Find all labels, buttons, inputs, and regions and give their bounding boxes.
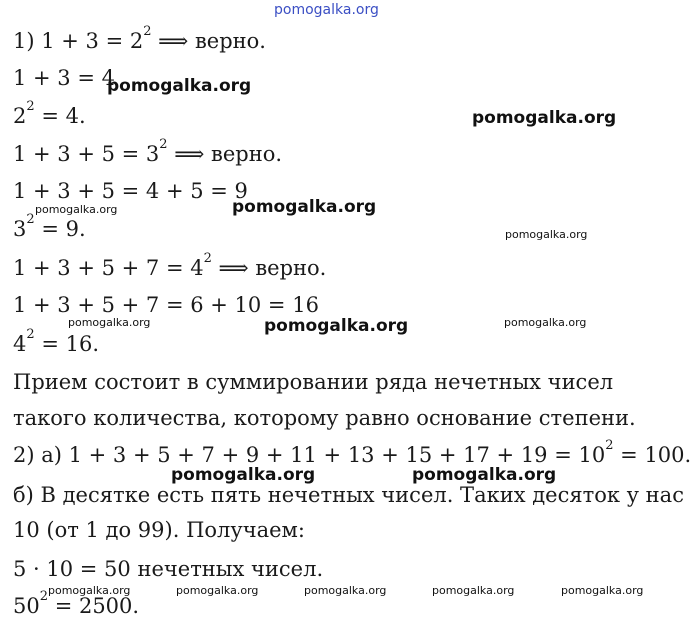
line-text: 2 bbox=[13, 104, 27, 128]
watermark: pomogalka.org bbox=[171, 465, 316, 485]
line-text: Прием состоит в суммировании ряда нечетных чисел bbox=[13, 370, 614, 394]
text-line bbox=[13, 179, 248, 203]
text-line bbox=[13, 327, 99, 356]
line-text: 50 bbox=[13, 594, 40, 618]
line-text: 1) 1 + 3 = 2 bbox=[13, 29, 144, 53]
line-text-tail: ⟹ верно. bbox=[167, 142, 283, 166]
line-text: 10 (от 1 до 99). Получаем: bbox=[13, 518, 305, 542]
line-text: 2) а) 1 + 3 + 5 + 7 + 9 + 11 + 13 + 15 + 17 + 19 = 10 bbox=[13, 443, 606, 467]
text-line bbox=[13, 99, 86, 128]
watermark: pomogalka.org bbox=[472, 108, 617, 128]
text-line bbox=[13, 212, 86, 241]
line-text: б) В десятке есть пять нечетных чисел. Таких десяток у нас bbox=[13, 483, 684, 507]
watermark-small: pomogalka.org bbox=[48, 584, 131, 597]
watermark: pomogalka.org bbox=[107, 76, 252, 96]
watermark-small: pomogalka.org bbox=[432, 584, 515, 597]
watermark-small: pomogalka.org bbox=[35, 203, 118, 216]
watermark-top: pomogalka.org bbox=[274, 2, 379, 18]
line-text-tail: = 9. bbox=[34, 217, 86, 241]
line-exponent: 2 bbox=[605, 438, 614, 453]
watermark: pomogalka.org bbox=[264, 316, 409, 336]
line-text: 1 + 3 + 5 + 7 = 4 bbox=[13, 256, 204, 280]
line-text-tail: = 2500. bbox=[48, 594, 140, 618]
line-text: 5 · 10 = 50 нечетных чисел. bbox=[13, 557, 324, 581]
line-exponent: 2 bbox=[203, 251, 212, 266]
line-text: 4 bbox=[13, 332, 27, 356]
line-text-tail: ⟹ верно. bbox=[151, 29, 266, 53]
text-line bbox=[13, 24, 266, 53]
text-line bbox=[13, 293, 319, 317]
line-text: такого количества, которому равно основание степени. bbox=[13, 406, 636, 430]
line-text-tail: = 100. bbox=[613, 443, 691, 467]
line-exponent: 2 bbox=[26, 327, 35, 342]
watermark-small: pomogalka.org bbox=[504, 316, 587, 329]
watermark-small: pomogalka.org bbox=[176, 584, 259, 597]
line-text-tail: = 16. bbox=[34, 332, 99, 356]
text-line bbox=[13, 370, 613, 394]
watermark-small: pomogalka.org bbox=[561, 584, 644, 597]
text-line bbox=[13, 438, 691, 467]
line-text: 3 bbox=[13, 217, 27, 241]
text-line bbox=[13, 137, 283, 166]
line-exponent: 2 bbox=[159, 137, 168, 152]
watermark: pomogalka.org bbox=[412, 465, 557, 485]
text-line bbox=[13, 483, 684, 507]
text-line bbox=[13, 557, 323, 581]
line-exponent: 2 bbox=[26, 99, 35, 114]
text-line bbox=[13, 406, 636, 430]
line-text: 1 + 3 + 5 = 4 + 5 = 9 bbox=[13, 179, 248, 203]
text-line bbox=[13, 251, 327, 280]
line-exponent: 2 bbox=[143, 24, 152, 39]
line-exponent: 2 bbox=[39, 589, 49, 604]
line-text: 1 + 3 = 4 bbox=[13, 66, 115, 90]
watermark-small: pomogalka.org bbox=[68, 316, 151, 329]
line-text-tail: ⟹ верно. bbox=[211, 256, 327, 280]
watermark-small: pomogalka.org bbox=[505, 228, 588, 241]
line-text-tail: = 4. bbox=[34, 104, 86, 128]
line-exponent: 2 bbox=[26, 212, 35, 227]
text-line bbox=[13, 66, 115, 90]
text-line bbox=[13, 518, 305, 542]
watermark-small: pomogalka.org bbox=[304, 584, 387, 597]
line-text: 1 + 3 + 5 = 3 bbox=[13, 142, 160, 166]
watermark: pomogalka.org bbox=[232, 197, 377, 217]
line-text: 1 + 3 + 5 + 7 = 6 + 10 = 16 bbox=[13, 293, 319, 317]
